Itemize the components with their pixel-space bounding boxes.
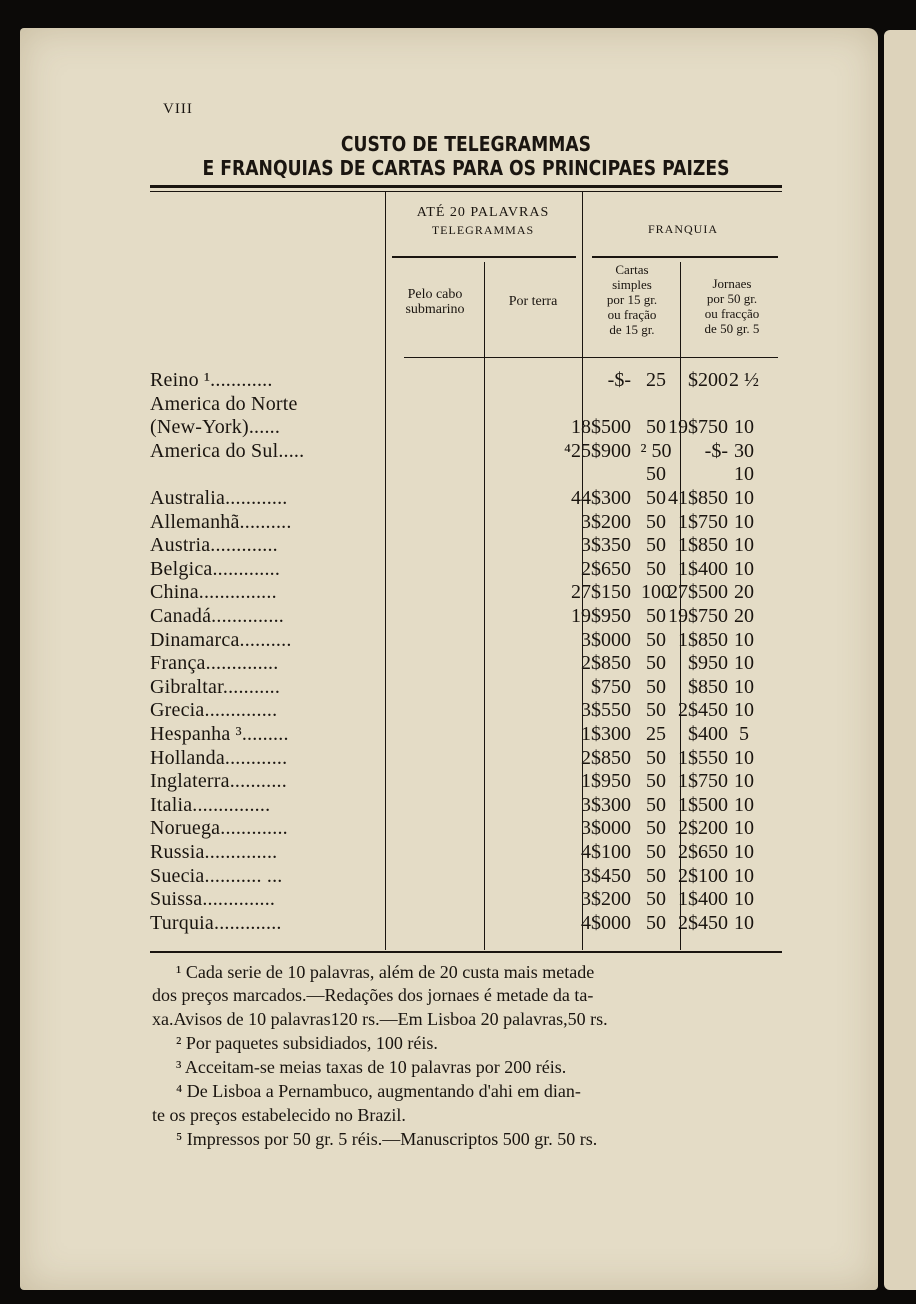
footnote-1-line-2: dos preços marcados.—Redações dos jornaes é metade da ta- [152,985,594,1005]
header-col-jornaes-line4: de 50 gr. 5 [704,321,760,336]
jornaes-value: 10 [734,841,754,863]
cabo-value: 18$500 [571,416,631,439]
header-col-cartas [584,262,680,337]
cartas-value: 50 [646,487,666,509]
terra-value: 2$450 [678,911,728,934]
country-name: Noruega............. [150,817,288,840]
terra-value: 1$550 [678,746,728,769]
country-name: Australia............ [150,487,288,509]
terra-value: 19$750 [668,416,728,439]
cartas-value: 50 [646,510,666,533]
footnote-4-line-1: ⁴ De Lisboa a Pernambuco, augmentando d'ahi em dian- [176,1081,581,1101]
country-name: Canadá.............. [150,605,284,627]
cabo-value: 3$200 [581,888,631,911]
jornaes-value: 10 [734,487,754,509]
title-line-2: E FRANQUIAS DE CARTAS PARA OS PRINCIPAES PAIZES [202,156,730,180]
header-col-cartas-line5: de 15 gr. [609,322,655,337]
terra-value: $200 [688,369,728,391]
cartas-value: 50 [646,557,666,580]
cartas-value: 50 [646,463,666,486]
jornaes-value: 10 [734,911,754,934]
terra-value: 41$850 [668,487,728,509]
table-row [150,817,782,841]
jornaes-value: 10 [734,793,754,816]
jornaes-value: 10 [734,557,754,580]
header-col-jornaes-line2: por 50 gr. [706,291,758,306]
terra-value: $850 [688,675,728,698]
header-telegrammas-group [386,205,580,238]
cartas-value: 50 [646,605,666,627]
table-row [150,581,782,605]
table-row [150,393,782,417]
footnote-1-line-1: ¹ Cada serie de 10 palavras, além de 20 custa mais metade [176,962,595,982]
cartas-value: 50 [646,841,666,863]
jornaes-value: 10 [734,510,754,533]
jornaes-value: 10 [734,864,754,887]
jornaes-value: 10 [734,888,754,911]
jornaes-value: 20 [734,581,754,604]
table-row [150,440,782,464]
table-row [150,487,782,511]
table-row [150,369,782,393]
header-col-cartas-line3: por 15 gr. [606,292,658,307]
jornaes-value: 10 [734,652,754,675]
country-name: Dinamarca.......... [150,628,292,651]
country-name: Hollanda............ [150,746,288,769]
table-bottom-rule [150,951,782,953]
cartas-value: 50 [646,793,666,816]
header-col-cartas-line1: Cartas [615,262,649,277]
country-name: Grecia.............. [150,699,278,722]
table-row [150,699,782,723]
terra-value: 1$750 [678,510,728,533]
country-name: Austria............. [150,534,278,557]
jornaes-value: 10 [734,746,754,769]
cartas-value: ² 50 [640,439,672,462]
country-name: Allemanhã.......... [150,510,292,533]
jornaes-value: 10 [734,463,754,486]
cabo-value: 3$300 [581,793,631,816]
footnote-5: ⁵ Impressos por 50 gr. 5 réis.—Manuscriptos 500 gr. 50 rs. [176,1129,598,1149]
cartas-value: 50 [646,911,666,934]
country-name: Turquia............. [150,911,282,934]
jornaes-value: 10 [734,675,754,698]
table-row [150,605,782,629]
jornaes-value: 10 [734,817,754,840]
footnote-1-line-3: xa.Avisos de 10 palavras120 rs.—Em Lisboa 20 palavras,50 rs. [152,1009,608,1029]
terra-value: 19$750 [668,605,728,627]
cartas-value: 25 [646,723,666,745]
terra-value: 2$450 [678,699,728,722]
country-name: Suissa.............. [150,888,276,911]
cabo-value: 2$850 [581,746,631,769]
jornaes-value: 10 [734,628,754,651]
terra-value: $400 [688,723,728,745]
terra-value: 2$650 [678,841,728,863]
cartas-value: 100 [641,581,671,604]
cartas-value: 50 [646,746,666,769]
header-group2-rule [592,256,778,258]
header-group1-line1: ATÉ 20 PALAVRAS [416,205,550,220]
cabo-value: 1$950 [581,770,631,793]
cabo-value: 19$950 [571,605,631,627]
jornaes-value: 2 ½ [729,369,759,391]
cartas-value: 50 [646,652,666,675]
title-rule-thick [150,185,782,188]
cabo-value: $750 [591,675,631,698]
header-group1-rule [392,256,576,258]
terra-value: 1$750 [678,770,728,793]
header-bottom-rule [404,357,778,358]
cabo-value: 1$300 [581,723,631,745]
terra-value: $950 [688,652,728,675]
country-name: Inglaterra........... [150,770,287,793]
terra-value: 2$100 [678,864,728,887]
jornaes-value: 10 [734,416,754,439]
next-page-edge [884,30,916,1290]
header-col-cabo [386,287,484,317]
jornaes-value: 10 [734,770,754,793]
cartas-value: 50 [646,699,666,722]
terra-value: 1$400 [678,557,728,580]
jornaes-value: 20 [734,605,754,627]
table-row [150,416,782,440]
country-name: Suecia........... ... [150,864,283,887]
country-name: França.............. [150,652,279,675]
cabo-value: 3$200 [581,510,631,533]
cartas-value: 50 [646,888,666,911]
table-row [150,463,782,487]
country-name: Gibraltar........... [150,675,281,698]
cartas-value: 50 [646,770,666,793]
footnote-4-line-2: te os preços estabelecido no Brazil. [152,1105,406,1125]
terra-value: 1$850 [678,534,728,557]
cabo-value: -$- [607,369,631,391]
title-line-1: CUSTO DE TELEGRAMMAS [340,132,592,156]
terra-value: 1$400 [678,888,728,911]
table-row [150,841,782,865]
cabo-value: 3$450 [581,864,631,887]
country-name: (New-York)...... [150,416,281,439]
table-row [150,511,782,535]
jornaes-value: 30 [734,439,754,462]
jornaes-value: 5 [739,723,749,745]
page-number: VIII [163,101,193,117]
cartas-value: 50 [646,416,666,439]
table-row [150,912,782,936]
cartas-value: 50 [646,534,666,557]
cabo-value: 3$000 [581,628,631,651]
cartas-value: 50 [646,628,666,651]
cabo-value: 4$000 [581,911,631,934]
table-row [150,676,782,700]
jornaes-value: 10 [734,699,754,722]
table-row [150,723,782,747]
header-col-cartas-line4: ou fração [607,307,657,322]
table-row [150,794,782,818]
cartas-value: 50 [646,864,666,887]
cartas-value: 50 [646,817,666,840]
terra-value: 2$200 [678,817,728,840]
terra-value: -$- [704,439,728,462]
cabo-value: ⁴25$900 [564,439,631,462]
header-col-cabo-line2: submarino [405,302,465,317]
header-col-terra: Por terra [508,294,558,309]
country-name: China............... [150,581,277,604]
cabo-value: 3$550 [581,699,631,722]
cabo-value: 27$150 [571,581,631,604]
table-row [150,558,782,582]
table-row [150,865,782,889]
table-row [150,629,782,653]
country-name: Russia.............. [150,841,278,863]
table-row [150,888,782,912]
cartas-value: 25 [646,369,666,391]
table-row [150,747,782,771]
country-name: America do Sul..... [150,439,305,462]
cabo-value: 44$300 [571,487,631,509]
header-franquia-group: FRANQUIA [647,222,718,236]
table-row [150,652,782,676]
header-col-jornaes-line1: Jornaes [712,276,752,291]
footnote-2: ² Por paquetes subsidiados, 100 réis. [176,1033,438,1053]
country-name: Hespanha ³......... [150,723,289,745]
header-col-cabo-line1: Pelo cabo [407,287,463,302]
cabo-value: 4$100 [581,841,631,863]
country-name: Italia............... [150,793,271,816]
country-name: America do Norte [150,392,298,415]
cabo-value: 2$650 [581,557,631,580]
terra-value: 1$500 [678,793,728,816]
header-col-jornaes-line3: ou fracção [704,306,760,321]
title-rule-thin [150,191,782,192]
header-group1-line2: TELEGRAMMAS [431,223,535,237]
cabo-value: 2$850 [581,652,631,675]
cabo-value: 3$000 [581,817,631,840]
country-name: Reino ¹............ [150,369,273,391]
table-row [150,770,782,794]
terra-value: 27$500 [668,581,728,604]
header-col-cartas-line2: simples [612,277,652,292]
cabo-value: 3$350 [581,534,631,557]
jornaes-value: 10 [734,534,754,557]
footnote-3: ³ Acceitam-se meias taxas de 10 palavras por 200 réis. [176,1057,567,1077]
terra-value: 1$850 [678,628,728,651]
header-col-jornaes [682,276,782,336]
table-row [150,534,782,558]
country-name: Belgica............. [150,557,281,580]
cartas-value: 50 [646,675,666,698]
